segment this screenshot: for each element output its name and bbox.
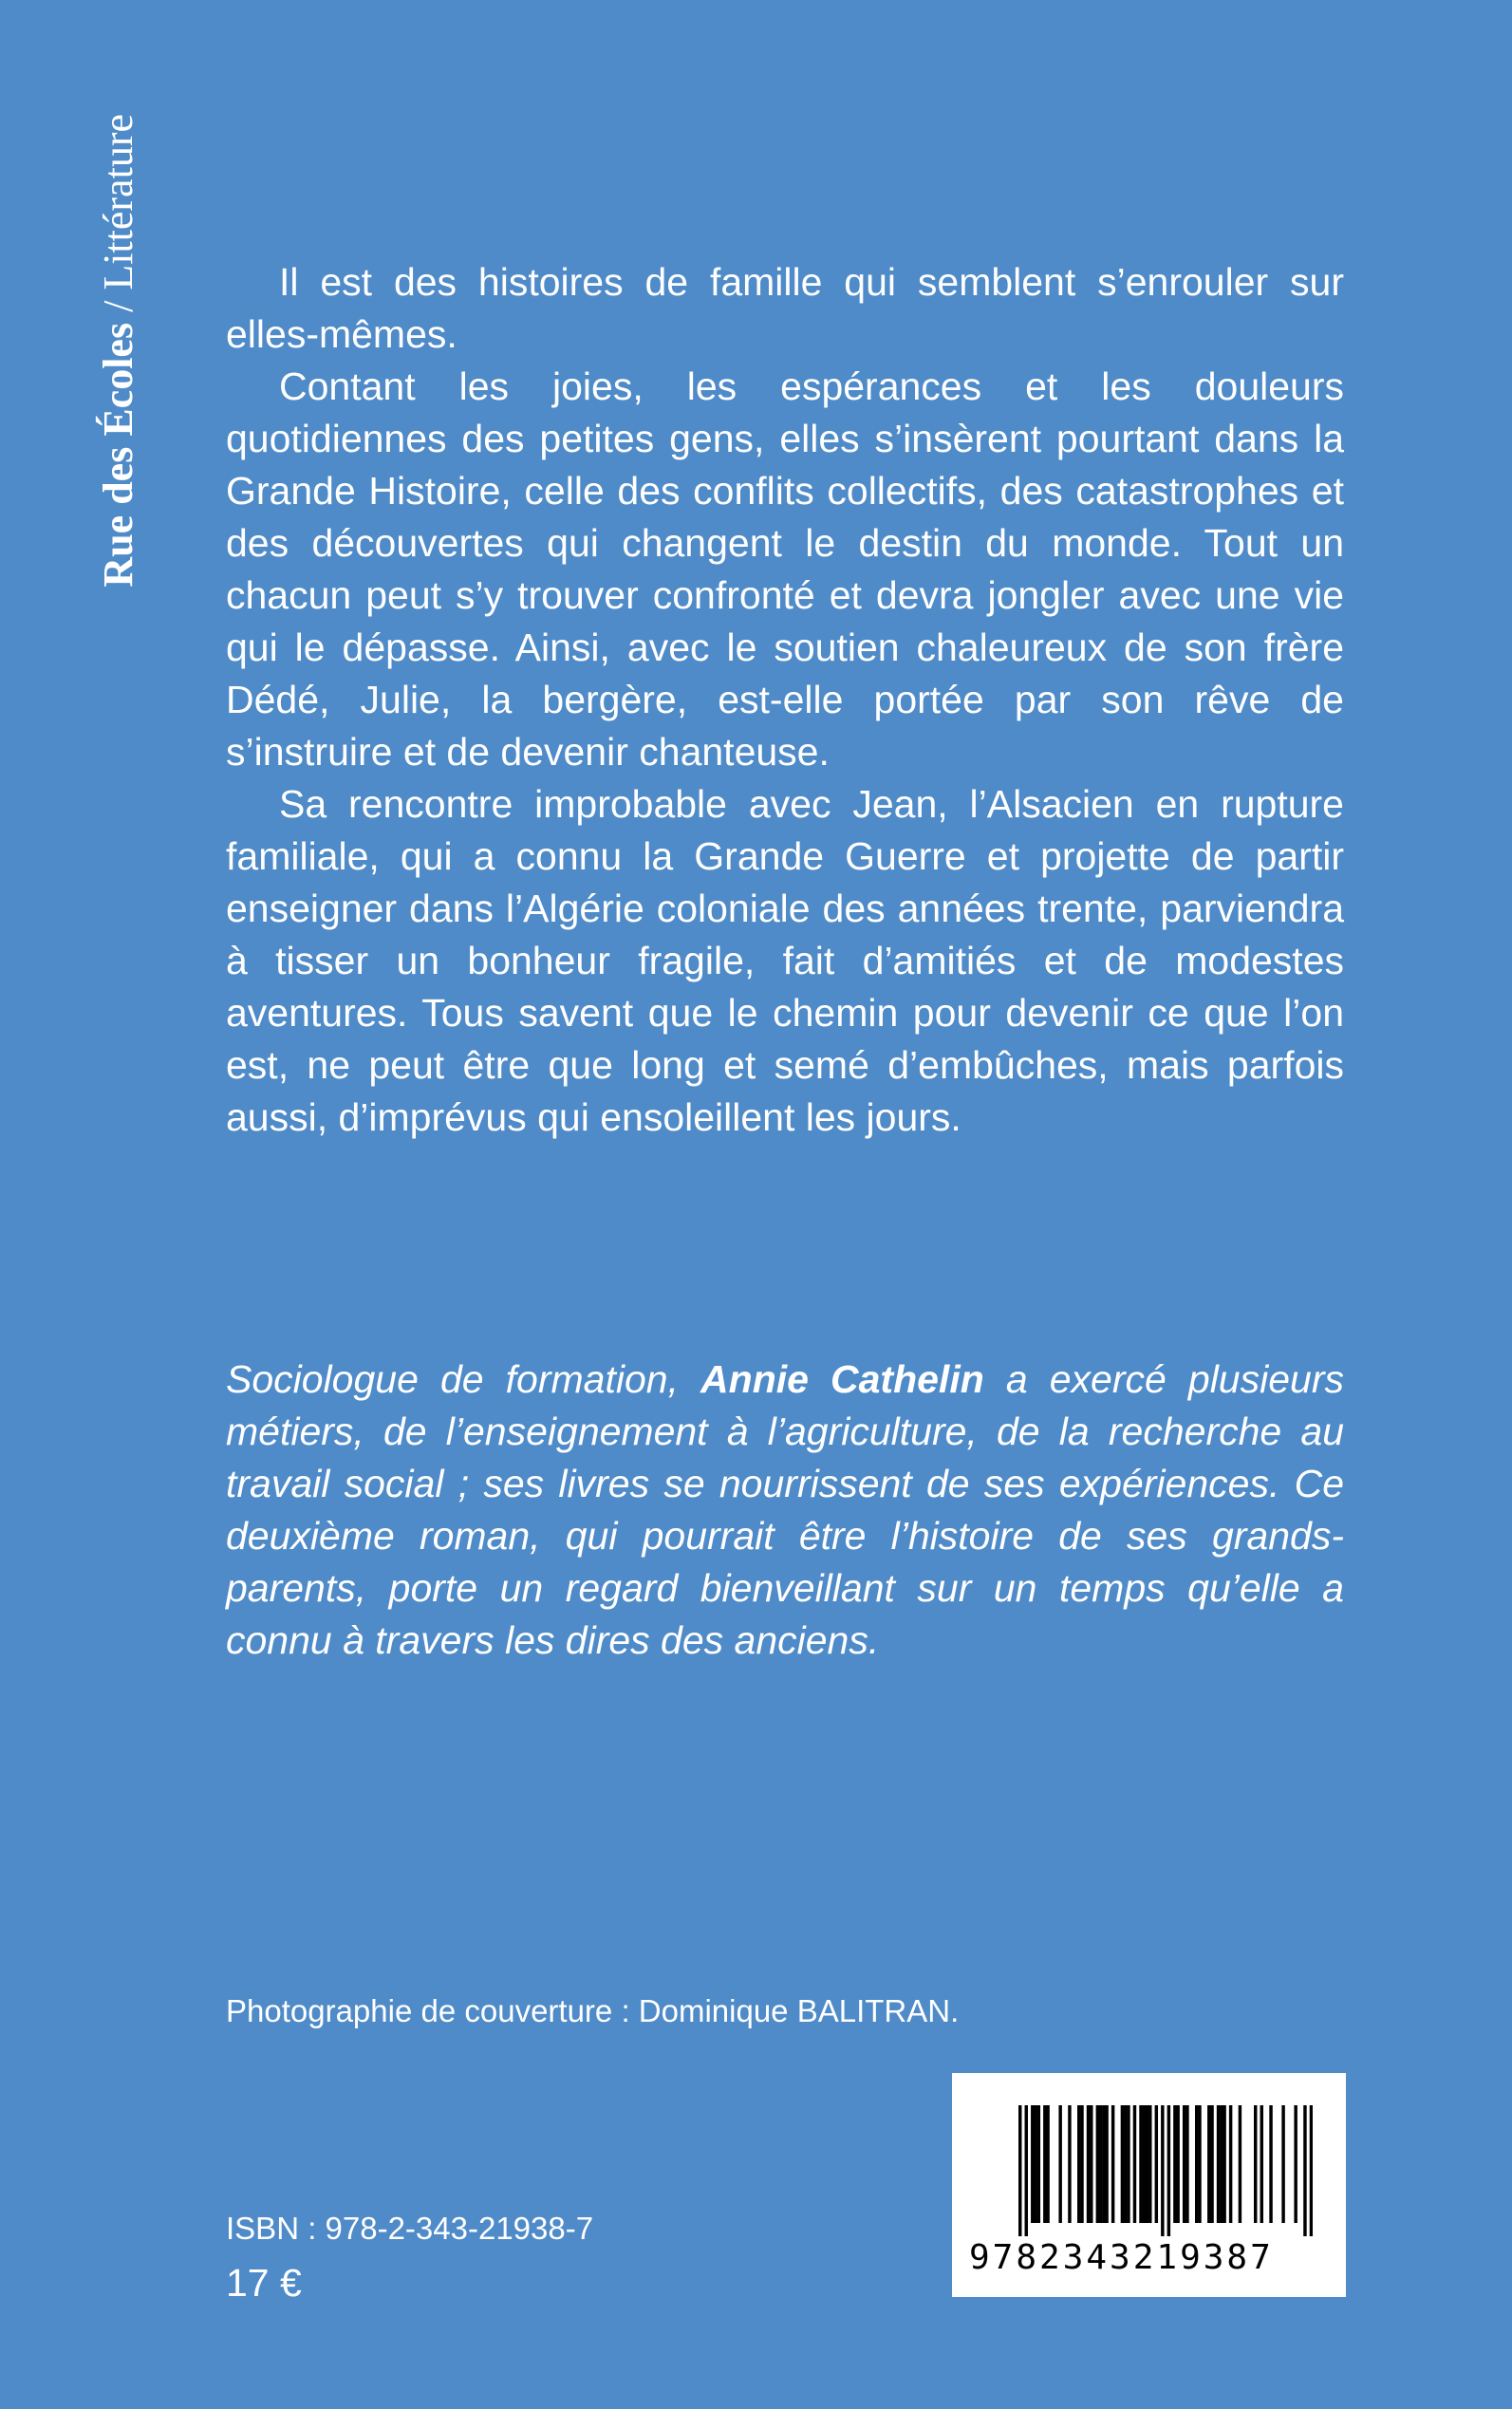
barcode-bar	[1148, 2105, 1151, 2223]
spine-text	[95, 114, 142, 588]
barcode-bar	[1260, 2105, 1263, 2223]
barcode-bar	[1043, 2105, 1046, 2223]
photo-credit: Photographie de couverture : Dominique BALITRAN.	[226, 1993, 960, 2028]
barcode-bar	[1183, 2105, 1185, 2223]
barcode-bar	[1146, 2105, 1148, 2223]
barcode-bar	[1058, 2105, 1061, 2223]
barcode-bar	[1185, 2105, 1188, 2223]
barcode-bar	[1111, 2105, 1114, 2223]
barcode-bar	[1254, 2105, 1257, 2223]
barcode-bar	[1220, 2105, 1223, 2223]
series-name: Rue des Écoles	[95, 322, 141, 588]
barcode-bars	[1018, 2105, 1313, 2236]
bio-intro: Sociologue de formation,	[226, 1357, 701, 1401]
barcode-bar	[1018, 2105, 1021, 2236]
author-name: Annie Cathelin	[700, 1357, 984, 1401]
collection-name: Littérature	[95, 114, 141, 290]
barcode-bar	[1031, 2105, 1034, 2223]
barcode-bar	[1210, 2105, 1213, 2223]
barcode-bar	[1217, 2105, 1220, 2223]
barcode-bar	[1161, 2105, 1164, 2236]
barcode-bar	[1269, 2105, 1272, 2223]
barcode-bar	[1127, 2105, 1129, 2223]
barcode-bar	[1229, 2105, 1232, 2223]
bio-text: a exercé plusieurs métiers, de l’enseignement à l’agriculture, de la recherche au travail social ; ses livres se nourrissent de ses expériences. Ce deuxième roman, qui pourrait être l’histoire de ses grands-parents, porte un regard bienveillant sur un temps qu’elle a connu à travers les dires des anciens.	[226, 1357, 1344, 1662]
blurb-paragraph: Il est des histoires de famille qui semblent s’enrouler sur elles-mêmes.	[226, 260, 1344, 356]
barcode-bar	[1139, 2105, 1142, 2223]
barcode-bar	[1025, 2105, 1028, 2236]
barcode-bar	[1099, 2105, 1102, 2223]
barcode-bar	[1176, 2105, 1179, 2223]
barcode-bar	[1281, 2105, 1284, 2223]
barcode-bar	[1037, 2105, 1040, 2223]
barcode-digits: 9782343219387	[969, 2238, 1274, 2277]
barcode-bar	[1173, 2105, 1176, 2223]
barcode-bar	[1080, 2105, 1083, 2223]
barcode-bar	[1143, 2105, 1146, 2223]
barcode-bar	[1087, 2105, 1090, 2223]
price: 17 €	[226, 2261, 302, 2305]
barcode-bar	[1096, 2105, 1099, 2223]
author-bio	[226, 1354, 1344, 1667]
barcode-bar	[1195, 2105, 1198, 2223]
barcode	[952, 2073, 1346, 2297]
barcode-bar	[1034, 2105, 1036, 2223]
barcode-bar	[1310, 2105, 1313, 2236]
barcode-bar	[1303, 2105, 1306, 2236]
isbn: ISBN : 978-2-343-21938-7	[226, 2211, 594, 2246]
barcode-bar	[1046, 2105, 1049, 2223]
barcode-bar	[1207, 2105, 1210, 2223]
barcode-bar	[1077, 2105, 1080, 2223]
book-blurb	[226, 256, 1344, 1144]
barcode-bar	[1223, 2105, 1225, 2223]
barcode-bar	[1239, 2105, 1241, 2223]
barcode-bar	[1155, 2105, 1158, 2223]
barcode-bar	[1105, 2105, 1108, 2223]
barcode-bar	[1167, 2105, 1170, 2236]
barcode-bar	[1198, 2105, 1201, 2223]
barcode-bar	[1090, 2105, 1092, 2223]
barcode-bar	[1121, 2105, 1124, 2223]
barcode-bar	[1102, 2105, 1105, 2223]
blurb-paragraph: Sa rencontre improbable avec Jean, l’Alsacien en rupture familiale, qui a connu la Grande Guerre et projette de partir enseigner dans l’Algérie coloniale des années trente, parviendra à tisser un bonheur fragile, fait d’amitiés et de modestes aventures. Tous savent que le chemin pour devenir ce que l’on est, ne peut être que long et semé d’embûches, mais parfois aussi, d’imprévus qui ensoleillent les jours.	[226, 782, 1344, 1139]
spine-separator: /	[95, 289, 141, 323]
blurb-paragraph: Contant les joies, les espérances et les douleurs quotidiennes des petites gens, elles s’insèrent pourtant dans la Grande Histoire, celle des conflits collectifs, des catastrophes et des découvertes qui changent le destin du monde. Tout un chacun peut s’y trouver confronté et devra jongler avec une vie qui le dépasse. Ainsi, avec le soutien chaleureux de son frère Dédé, Julie, la bergère, est-elle portée par son rêve de s’instruire et de devenir chanteuse.	[226, 364, 1344, 774]
barcode-bar	[1294, 2105, 1297, 2223]
barcode-bar	[1068, 2105, 1071, 2223]
barcode-bar	[1133, 2105, 1136, 2223]
barcode-bar	[1124, 2105, 1127, 2223]
